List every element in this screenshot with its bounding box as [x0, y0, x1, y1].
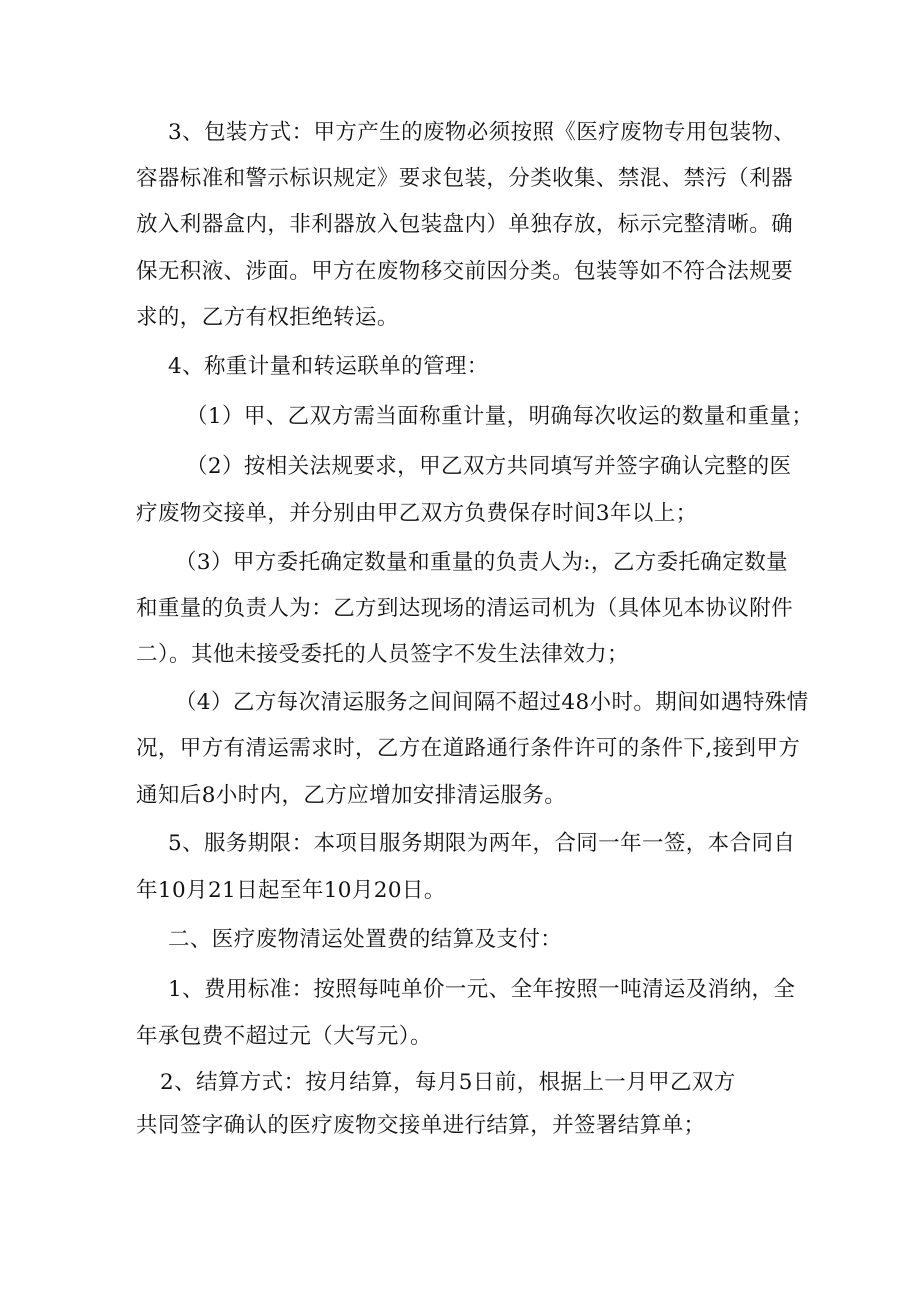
paragraph-line: 况，甲方有清运需求时，乙方在道路通行条件许可的条件下,接到甲方 [136, 736, 801, 761]
paragraph-line: 求的，乙方有权拒绝转运。 [136, 305, 399, 330]
section-heading: 二、医疗废物清运处置费的结算及支付： [168, 927, 563, 952]
paragraph-line: 疗废物交接单，并分别由甲乙双方负费保存时间3年以上； [136, 501, 698, 526]
section-heading: 4、称重计量和转运联单的管理： [168, 354, 489, 379]
paragraph-line: 放入利器盒内，非利器放入包装盘内）单独存放，标示完整清晰。确 [136, 212, 794, 237]
paragraph-line: 通知后8小时内，乙方应增加安排清运服务。 [136, 783, 567, 808]
paragraph-line: 3、包装方式：甲方产生的废物必须按照《医疗废物专用包装物、 [168, 120, 796, 145]
paragraph-line: 5、服务期限：本项目服务期限为两年，合同一年一签，本合同自 [168, 831, 796, 856]
paragraph-line: （1）甲、乙双方需当面称重计量，明确每次收运的数量和重量； [186, 404, 814, 429]
paragraph-line: 二）。其他未接受委托的人员签字不发生法律效力； [136, 642, 629, 667]
paragraph-line: （3）甲方委托确定数量和重量的负责人为:，乙方委托确定数量 [175, 550, 789, 575]
paragraph-line: 年10月21日起至年10月20日。 [136, 878, 446, 903]
paragraph-line: 1、费用标准：按照每吨单价一元、全年按照一吨清运及消纳，全 [168, 977, 796, 1002]
paragraph-line: 和重量的负责人为：乙方到达现场的清运司机为（具体见本协议附件 [136, 596, 794, 621]
paragraph-line: 2、结算方式：按月结算，每月5日前，根据上一月甲乙双方 [160, 1070, 736, 1095]
paragraph-line: 容器标准和警示标识规定》要求包装，分类收集、禁混、禁污（利器 [136, 166, 794, 191]
paragraph-line: 共同签字确认的医疗废物交接单进行结算，并签署结算单； [136, 1113, 706, 1138]
paragraph-line: （4）乙方每次清运服务之间间隔不超过48小时。期间如遇特殊情 [175, 690, 809, 715]
paragraph-line: 年承包费不超过元（大写元）。 [136, 1024, 432, 1049]
paragraph-line: 保无积液、涉面。甲方在废物移交前因分类。包装等如不符合法规要 [136, 259, 794, 284]
paragraph-line: （2）按相关法规要求，甲乙双方共同填写并签字确认完整的医 [186, 454, 792, 479]
